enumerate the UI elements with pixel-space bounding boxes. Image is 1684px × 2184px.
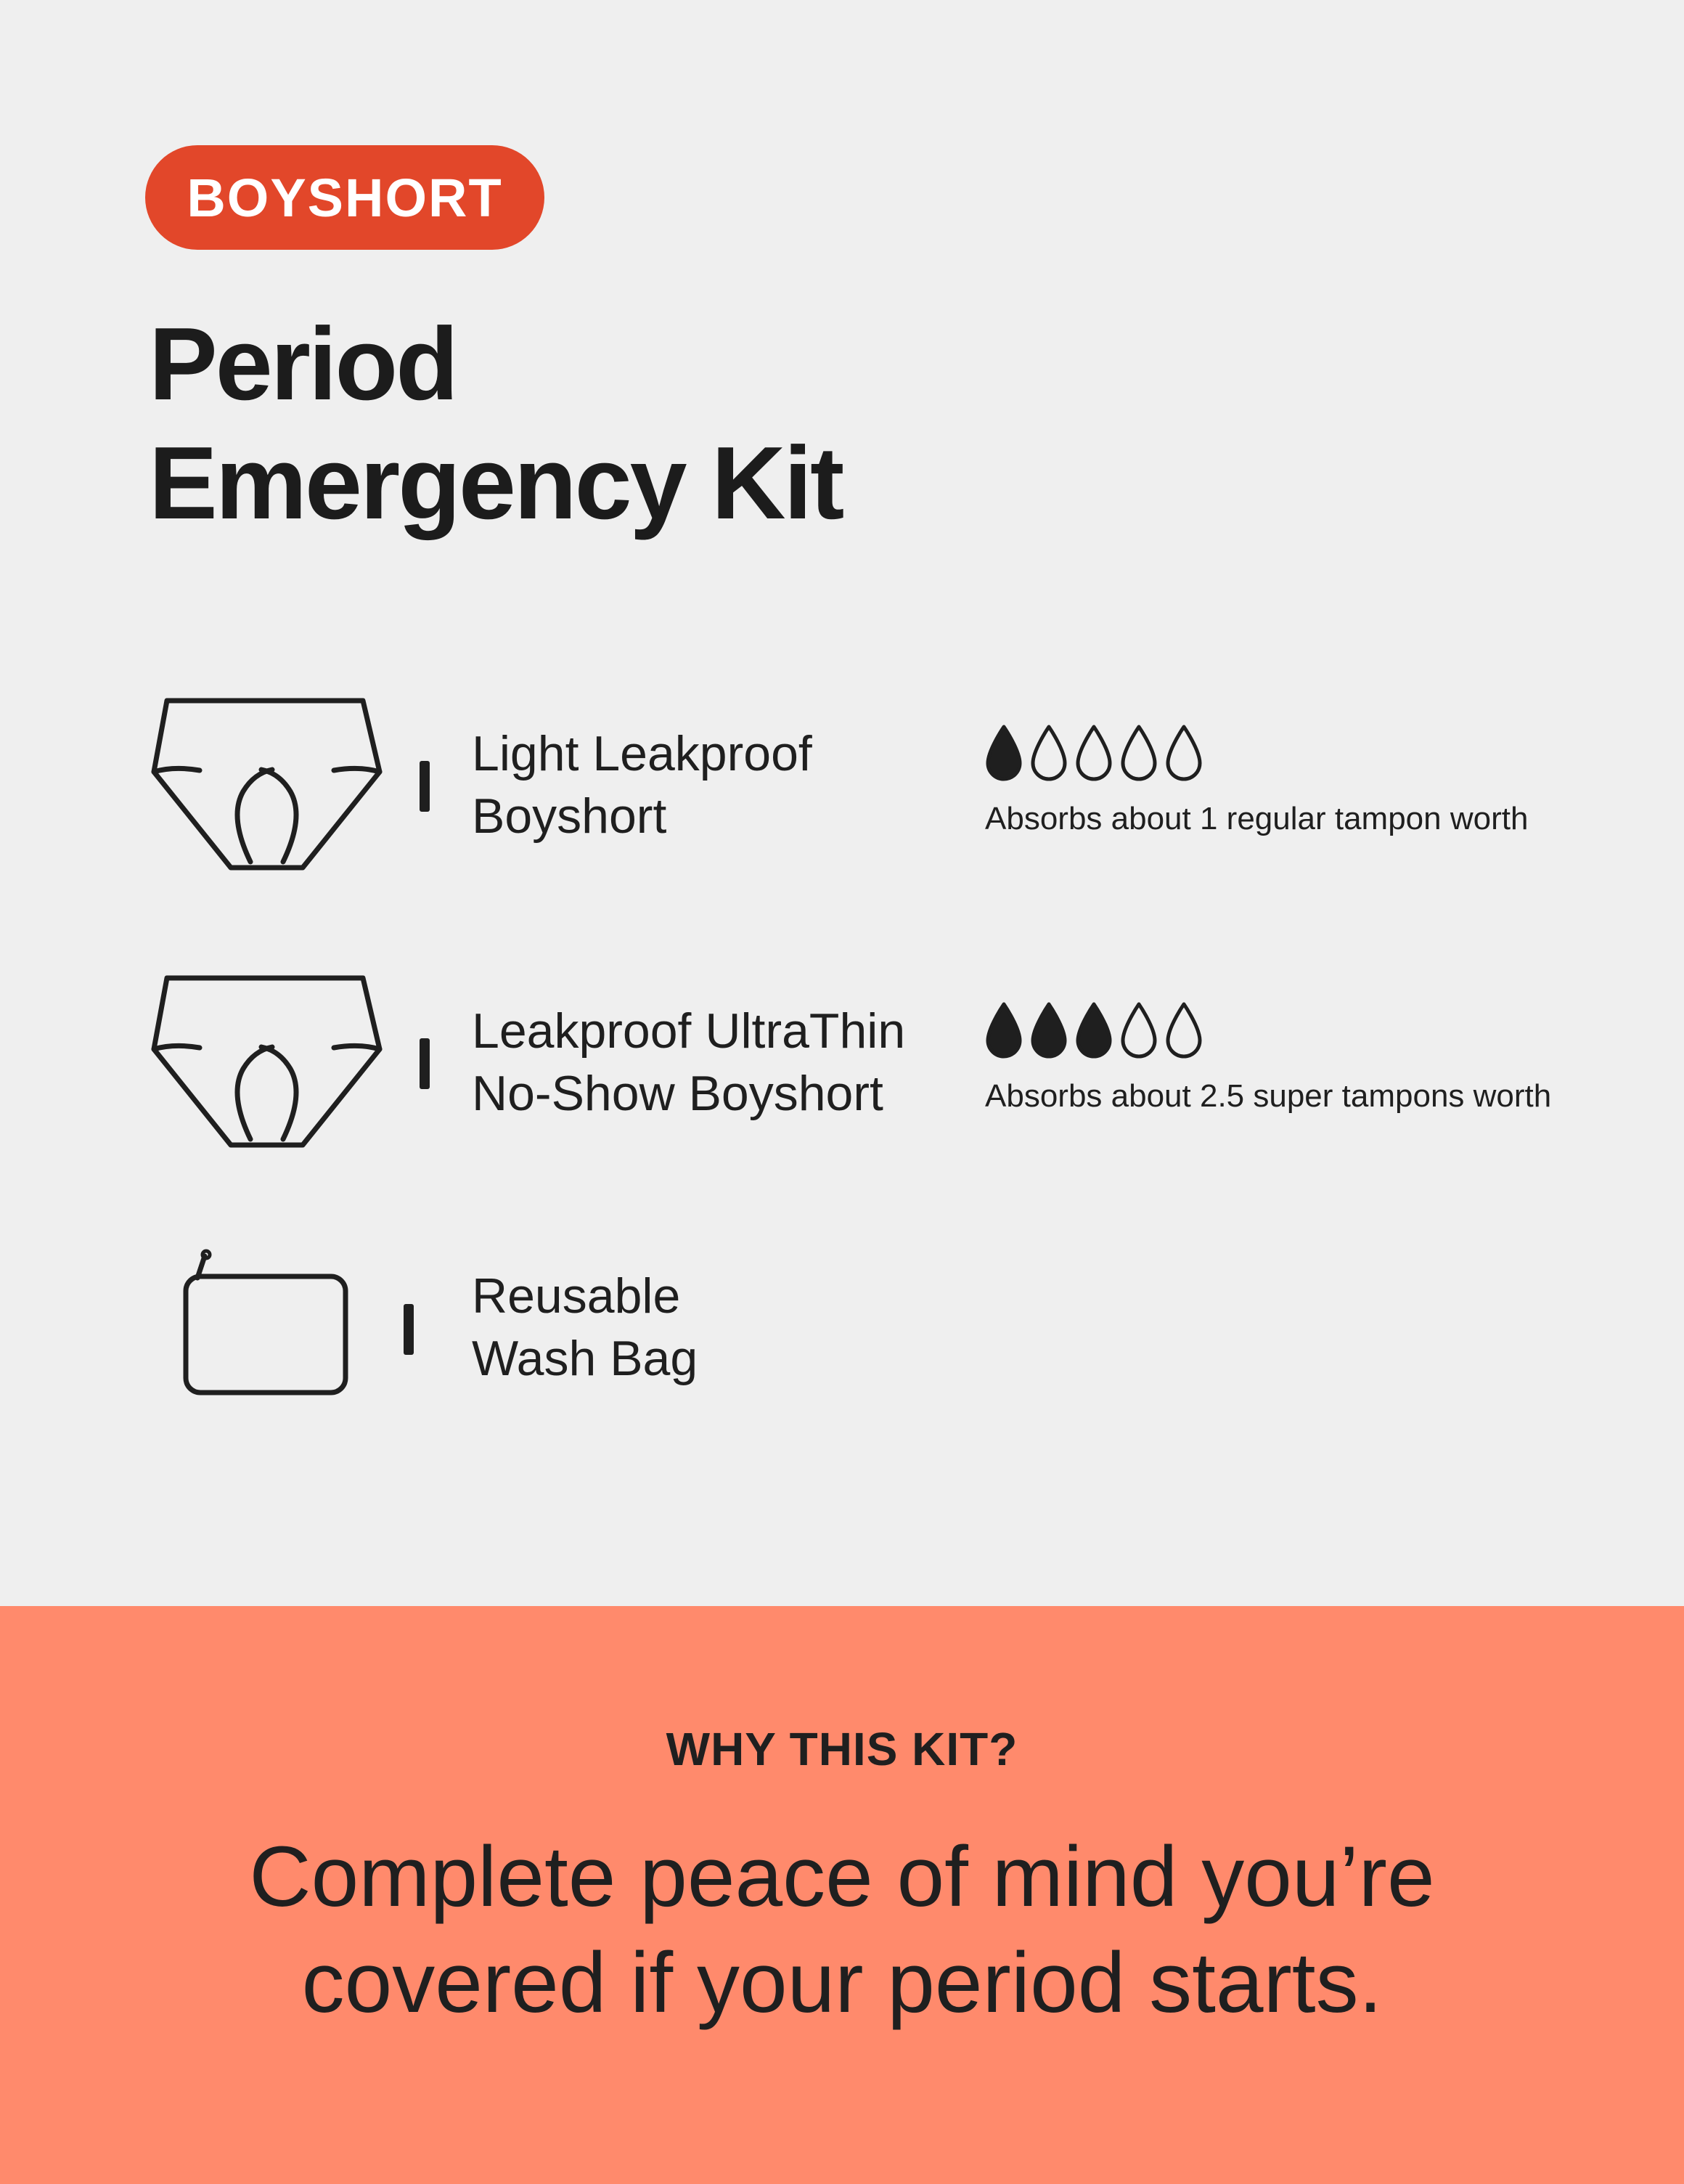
drop-filled-icon [1074, 1001, 1114, 1059]
item-name [472, 1265, 698, 1390]
kit-item-light-boyshort [0, 693, 1684, 875]
drop-filled-icon [1029, 1001, 1069, 1059]
item-name-line-1: Reusable [472, 1268, 681, 1324]
item-name-line-2: Wash Bag [472, 1331, 698, 1386]
page-title-line-1: Period [149, 306, 457, 422]
drop-filled-icon [984, 724, 1024, 782]
absorbency-rating [984, 1001, 1204, 1059]
drop-empty-icon [1074, 724, 1114, 782]
item-name [472, 1000, 905, 1125]
drop-empty-icon [1119, 724, 1159, 782]
why-this-kit-section [0, 1606, 1684, 2184]
absorbency-rating [984, 724, 1204, 782]
drop-empty-icon [1164, 1001, 1204, 1059]
why-statement-line-2: covered if your period starts. [301, 1935, 1383, 2031]
boyshort-icon [149, 971, 385, 1149]
boyshort-icon [149, 693, 385, 871]
item-name-line-1: Leakproof UltraThin [472, 1003, 906, 1059]
item-name [472, 722, 812, 847]
drop-filled-icon [984, 1001, 1024, 1059]
absorbency-text: Absorbs about 2.5 super tampons worth [985, 1078, 1552, 1114]
why-statement [0, 1824, 1684, 2036]
wash-bag-icon [180, 1249, 351, 1398]
why-kicker: WHY THIS KIT? [666, 1723, 1018, 1775]
kit-item-wash-bag [0, 1249, 1684, 1401]
category-badge [145, 145, 544, 250]
item-name-line-1: Light Leakproof [472, 726, 812, 781]
quantity-mark [404, 1304, 414, 1355]
drop-empty-icon [1119, 1001, 1159, 1059]
quantity-mark [420, 1038, 430, 1089]
quantity-mark [420, 761, 430, 812]
page-title-line-2: Emergency Kit [149, 425, 843, 541]
kit-item-ultrathin-boyshort [0, 971, 1684, 1152]
item-name-line-2: No-Show Boyshort [472, 1066, 883, 1121]
drop-empty-icon [1164, 724, 1204, 782]
drop-empty-icon [1029, 724, 1069, 782]
why-statement-line-1: Complete peace of mind you’re [249, 1829, 1435, 1925]
page-title [149, 305, 842, 543]
category-badge-label: BOYSHORT [187, 167, 503, 228]
absorbency-text: Absorbs about 1 regular tampon worth [985, 801, 1529, 836]
item-name-line-2: Boyshort [472, 789, 667, 844]
